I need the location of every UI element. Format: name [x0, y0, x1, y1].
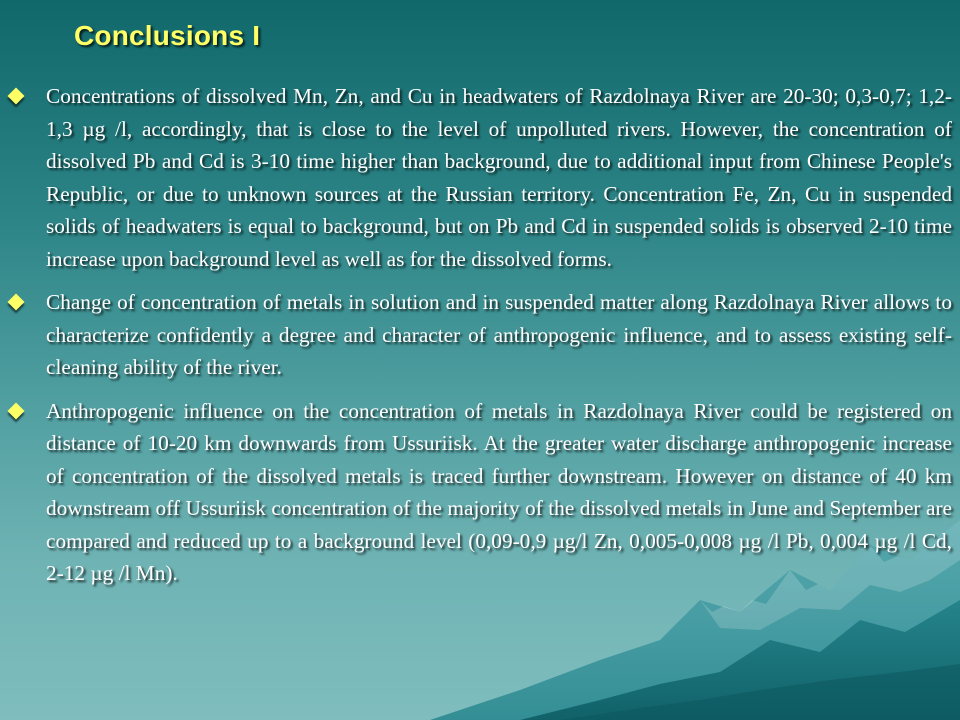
bullet-text: Change of concentration of metals in solution and in suspended matter along Razdolnaya River allows to characterize confidently a degree and character of anthropogenic influence, and to assess existing self-cleaning ability of the river. [46, 290, 952, 379]
bullet-item [8, 286, 952, 384]
slide-title: Conclusions I [74, 20, 261, 51]
bullet-item [8, 80, 952, 275]
bullet-text: Anthropogenic influence on the concentration of metals in Razdolnaya River could be registered on distance of 10-20 km downwards from Ussuriisk. At the greater water discharge anthropogenic increase of concentration of the dissolved metals is traced further downstream. However on distance of 40 km downstream off Ussuriisk concentration of the majority of the dissolved metals in June and September are compared and reduced up to a background level (0,09-0,9 µg/l Zn, 0,005-0,008 µg /l Pb, 0,004 µg /l Cd, 2-12 µg /l Mn). [46, 398, 952, 585]
diamond-bullet-icon [8, 402, 25, 419]
diamond-bullet-icon [8, 294, 25, 311]
bullet-item [8, 395, 952, 590]
bullet-text: Concentrations of dissolved Mn, Zn, and Cu in headwaters of Razdolnaya River are 20-30; 0,3-0,7; 1,2-1,3 µg /l, accordingly, that is close to the level of unpolluted rivers. However, the concentration of dissolved Pb and Cd is 3-10 time higher than background, due to additional input from Chinese People's Republic, or due to unknown sources at the Russian territory. Concentration Fe, Zn, Cu in suspended solids of headwaters is equal to background, but on Pb and Cd in suspended solids is observed 2-10 time increase upon background level as well as for the dissolved forms. [46, 84, 952, 271]
bullet-list [8, 80, 952, 601]
diamond-bullet-icon [8, 88, 25, 105]
